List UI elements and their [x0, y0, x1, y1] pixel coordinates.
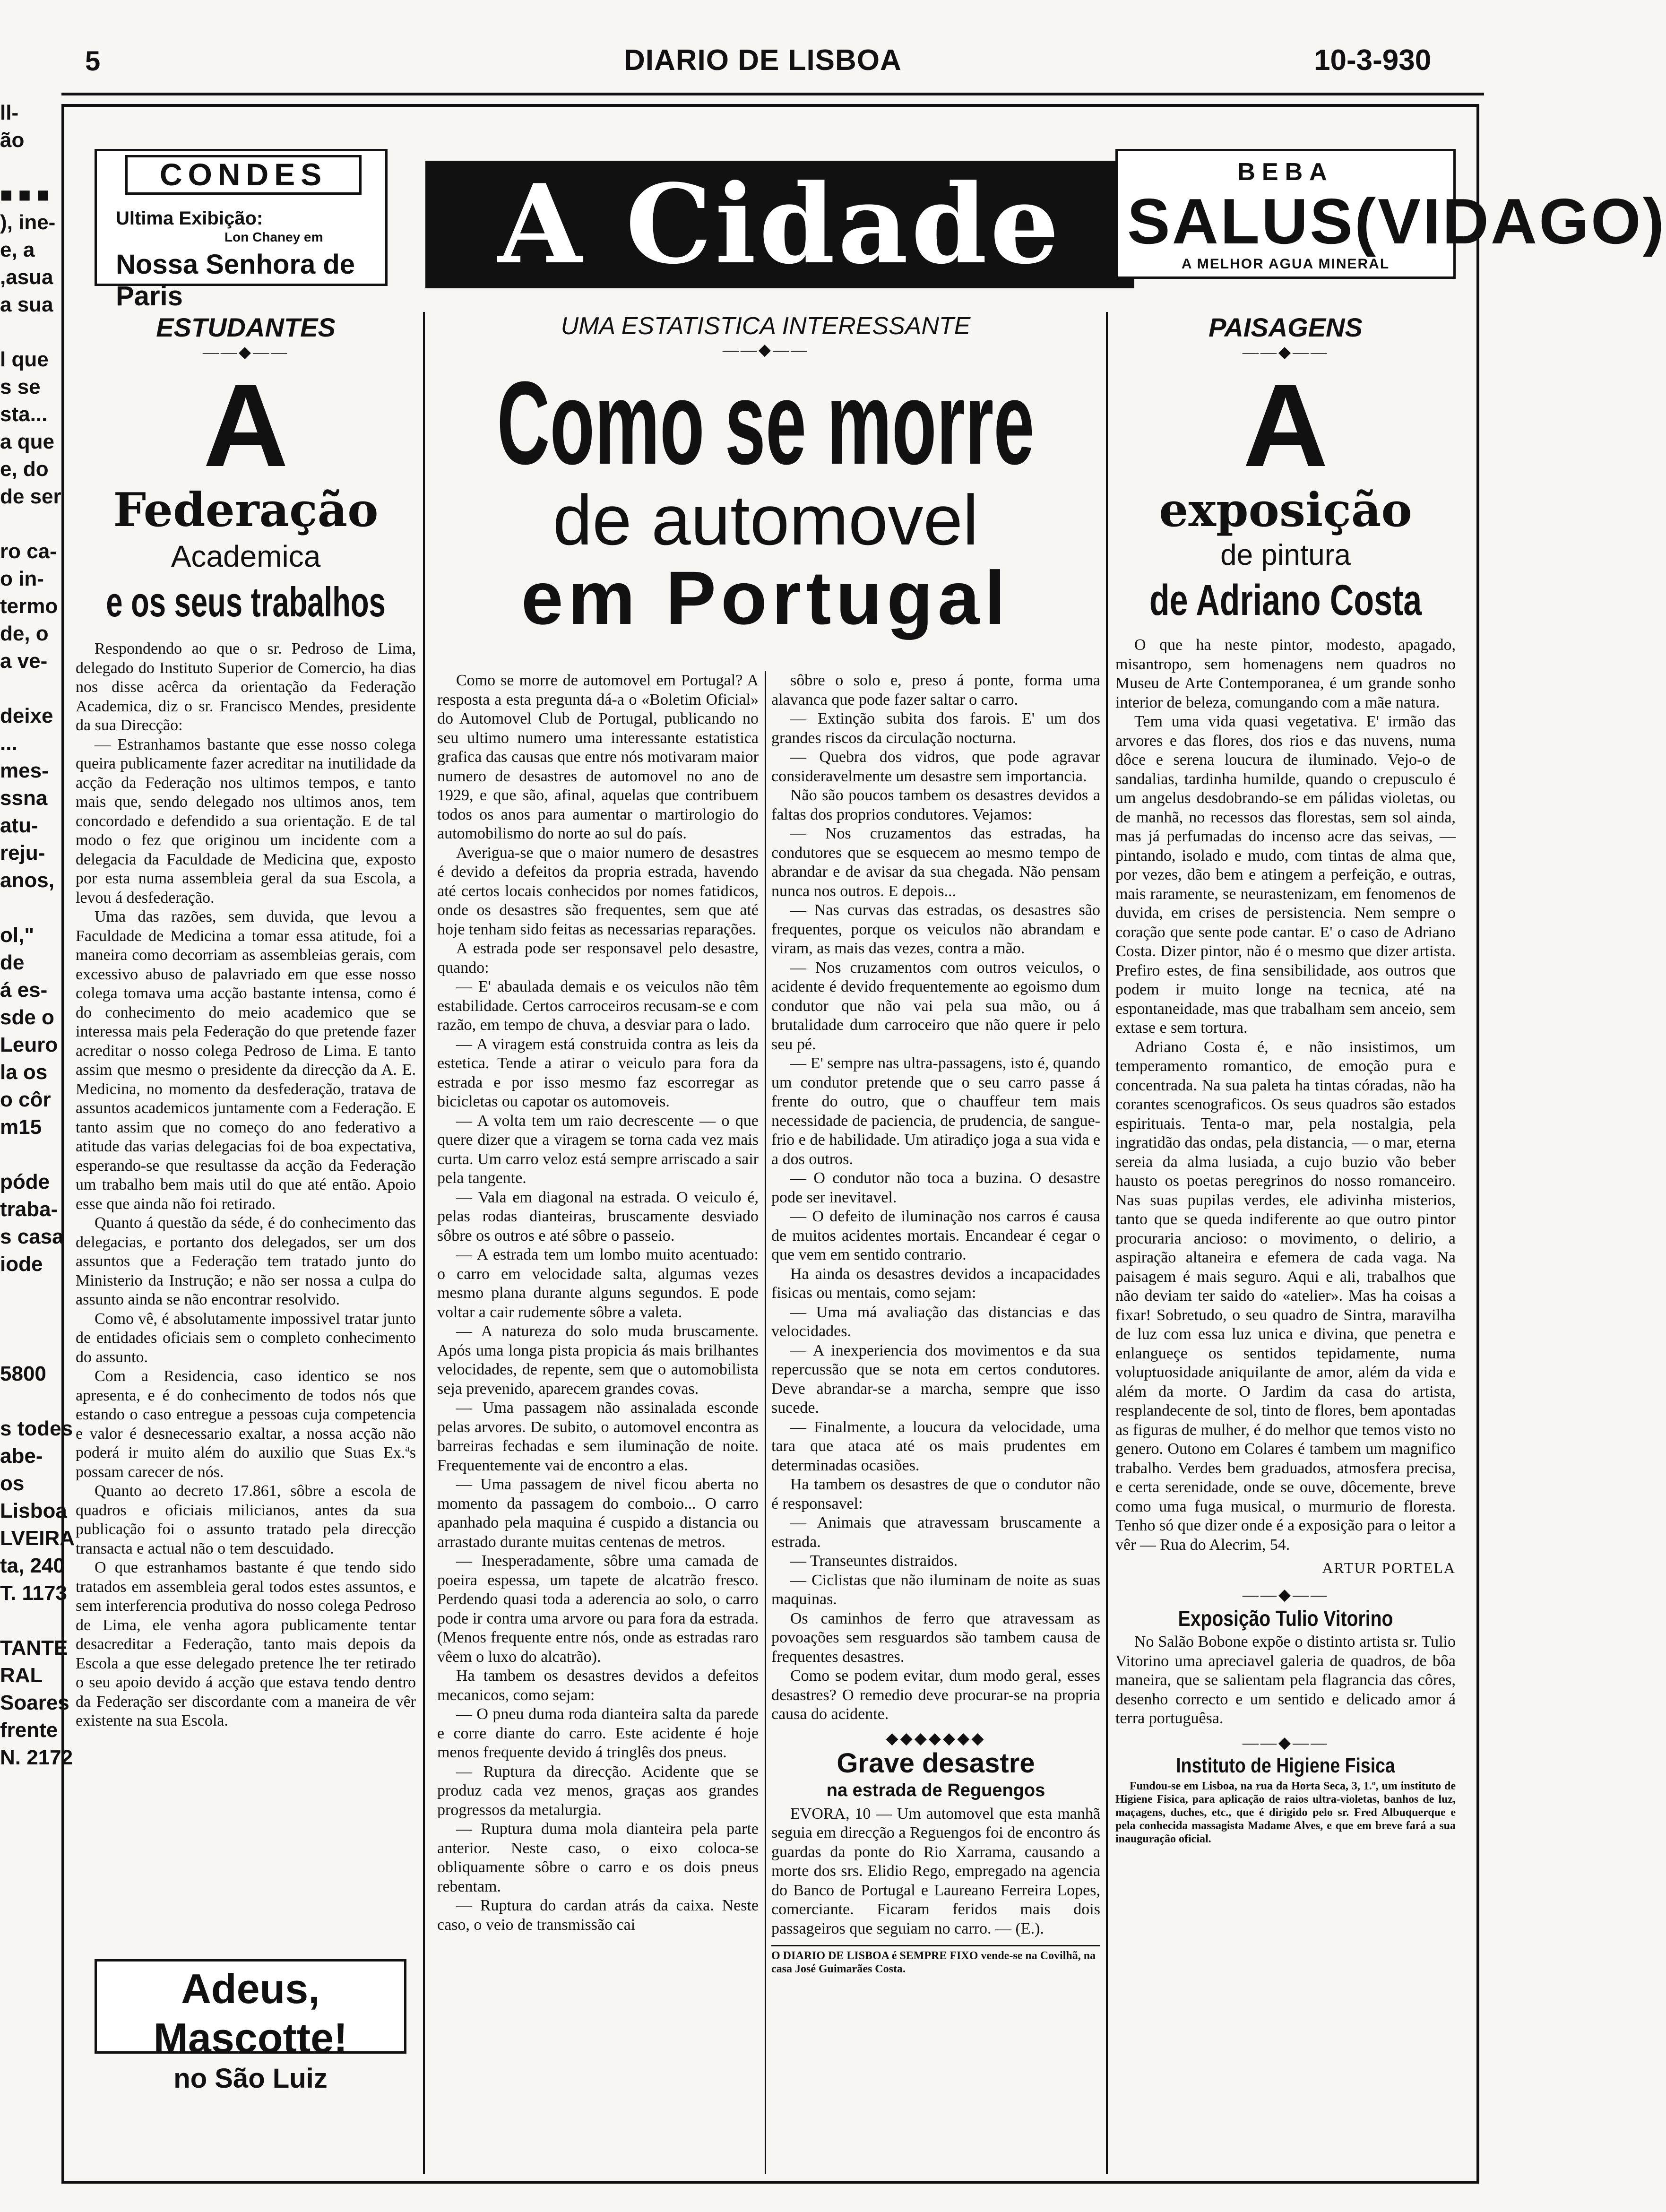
strip-fragment: m15 [0, 1115, 42, 1139]
strip-fragment: reju- [0, 841, 45, 864]
signature: ARTUR PORTELA [1322, 1559, 1456, 1576]
right-body [1115, 636, 1456, 1555]
salus-tagline: A MELHOR AGUA MINERAL [1181, 256, 1390, 272]
center-paragraph: — Nos cruzamentos com outros veiculos, o acidente é devido frequentemente ao egoismo dum condutor que não vai pela sua mão, ou á brutalidade dum carroceiro que não quere ir pelo seu pé. [771, 959, 1100, 1053]
strip-fragment: o côr [0, 1088, 51, 1111]
right-paragraph: Adriano Costa é, e não insistimos, um temperamento romantico, de emoção pura e concentrada. Na sua paleta ha tintas córadas, não ha corantes scenograficos. Os seus quadros são estados espirituais. Tenta-o mar, pela nostalgia, pela ingratidão das ondas, pela distancia, — o mar, eterna sereia da alma lusiada, a cujo buzio vão beber hausto os poetas peregrinos do nosso romanceiro. Nas suas pupilas verdes, ele adivinha misterios, tanto que se queda indiferente ao que outro pintor procuraria ancioso: o movimento, o delirio, a aspiração altaneira e efemera de cada vaga. Na paisagem é mais seguro. Aqui e ali, trabalhos que não deviam ter saido do «atelier». Mas ha coisas a fixar! Sobretudo, o seu quadro de Sintra, maravilha de luz com essa luz unica e divina, que penetra e enlangueçe os sentidos tepidamente, numa voluptuosidade aniquilante de amor, além da vida e além da morte. O Jardim da casa do artista, resplandecente de sol, tinto de flores, bem apontadas as figuras de mulher, é do melhor que temos visto no genero. Outono em Colares é tambem um magnifico trabalho. Verdes bem graduados, atmosfera precisa, e certa serenidade, onde se ouve, dôcemente, breve como uma fuga musical, o murmurio de floresta. Tenho só que dizer onde é a exposição para o leitor a vêr — Rua do Alecrim, 54. [1115, 1038, 1456, 1554]
ornament: ——◆—— [1242, 344, 1329, 361]
condes-film: Nossa Senhora de Paris [116, 249, 355, 311]
strip-fragment: póde [0, 1170, 50, 1193]
mascotte-ad [95, 1959, 406, 2094]
center-paragraph: sôbre o solo e, preso á ponte, forma uma alavanca que pode fazer saltar o carro. [771, 672, 1100, 709]
center-paragraph: — Transeuntes distraidos. [790, 1552, 958, 1570]
strip-fragment [0, 894, 57, 922]
center-headline-3: em Portugal [521, 555, 1010, 640]
strip-fragment: ), ine- [0, 211, 56, 234]
strip-fragment: ro ca- [0, 540, 57, 563]
strip-fragment: s todes [0, 1417, 73, 1440]
center-paragraph: — Ruptura do cardan atrás da caixa. Neste caso, o veio de transmissão cai [437, 1897, 759, 1934]
strip-fragment: 5800 [0, 1362, 46, 1385]
center-body-col2 [771, 671, 1100, 1724]
center-paragraph: — Nas curvas das estradas, os desastres são frequentes, porque os veiculos não abrandam e viram, as mais das vezes, contra a mão. [771, 901, 1100, 957]
strip-fragment: a sua [0, 293, 53, 316]
grave-subtitle: na estrada de Reguengos [826, 1780, 1045, 1800]
center-section-label: UMA ESTATISTICA INTERESSANTE [561, 312, 971, 340]
left-headline-1: Federação [113, 483, 379, 537]
condes-title: CONDES [125, 155, 362, 195]
ornament: ——◆—— [1242, 1734, 1329, 1752]
left-big-letter: A [203, 359, 289, 491]
center-paragraph: — Extinção subita dos farois. E' um dos grandes riscos da circulação nocturna. [771, 710, 1100, 747]
center-paragraph: Averigua-se que o maior numero de desastres é devido a defeitos da propria estrada, havendo até certos locais conhecidos por nomes fatidicos, onde os desastres são frequentes, sem que até hoje tenham sido feitas as necessarias reparações. [437, 844, 759, 938]
grave-note: O DIARIO DE LISBOA é SEMPRE FIXO vende-se na Covilhã, na casa José Guimarães Costa. [771, 1945, 1100, 1976]
salus-ad [1115, 149, 1666, 279]
grave-title: Grave desastre [837, 1747, 1035, 1779]
center-headline-2: de automovel [552, 480, 979, 560]
strip-fragment [0, 1607, 57, 1634]
column-rule [765, 671, 766, 2174]
strip-fragment [0, 1388, 57, 1415]
center-paragraph: — O pneu duma roda dianteira salta da parede e corre diante do carro. Este acidente é hoje menos frequente devido á tringlês dos pneus. [437, 1705, 759, 1761]
strip-fragment: atu- [0, 814, 38, 837]
strip-fragment: N. 2172 [0, 1746, 73, 1769]
strip-fragment: sde o [0, 1006, 54, 1029]
condes-line2: Lon Chaney em [224, 230, 323, 244]
center-paragraph: — A viragem está construida contra as leis da estetica. Tende a atirar o veiculo para fora da estrada e por isso mesmo faz escorregar as bicicletas ou capotar os automoveis. [437, 1035, 759, 1110]
page-number: 5 [85, 46, 101, 77]
higiene-title: Instituto de Higiene Fisica [1176, 1754, 1395, 1777]
left-section-label: ESTUDANTES [156, 312, 336, 342]
center-paragraph: Não são poucos tambem os desastres devidos a faltas dos proprios condutores. Vejamos: [771, 786, 1100, 823]
center-paragraph: — A volta tem um raio decrescente — o que quere dizer que a viragem se torna cada vez mais curta. Um carro veloz está sempre arriscado a sair pela tangente. [437, 1112, 759, 1187]
strip-fragment: os [0, 1472, 25, 1495]
left-paragraph: — Estranhamos bastante que esse nosso colega queira publicamente fazer acreditar na inutilidade da acção da Federação nos ultimos tempos, e tanto mais que, sendo delegado nos ultimos anos, tem concordado e defendido a sua orientação. E de tal modo o fez que originou um incidente com a delegacia da Faculdade de Medicina que, exposto por esta numa assembleia geral da sua Escola, a levou á desfederação. [76, 735, 416, 907]
strip-fragment: sta... [0, 403, 48, 426]
salus-line1: BEBA [1237, 158, 1334, 186]
strip-fragment: ll- [0, 101, 19, 124]
center-paragraph: Ha tambem os desastres de que o condutor não é responsavel: [771, 1476, 1100, 1512]
tulio-text: No Salão Bobone expõe o distinto artista sr. Tulio Vitorino uma apreciavel galeria de quadros, de bôa maneira, que se salientam pela flagrancia das côres, desenho correcto e um sentido e delicado amor á terra portuguêsa. [1115, 1633, 1456, 1727]
center-paragraph: Como se podem evitar, dum modo geral, esses desastres? O remedio deve procurar-se na propria causa do acidente. [771, 1667, 1100, 1723]
strip-fragment: o in- [0, 567, 44, 590]
strip-fragment: anos, [0, 869, 54, 892]
right-headline-3: de Adriano Costa [1149, 576, 1422, 624]
center-paragraph: — O condutor não toca a buzina. O desastre pode ser inevitavel. [771, 1169, 1100, 1206]
right-headline-1: exposição [1159, 483, 1412, 537]
right-section-label: PAISAGENS [1208, 312, 1363, 342]
center-paragraph: — Vala em diagonal na estrada. O veiculo é, pelas rodas dianteiras, bruscamente desviado sôbre os outros e até sôbre o passeio. [437, 1188, 759, 1244]
strip-fragment [0, 510, 57, 538]
center-paragraph: — E' abaulada demais e os veiculos não têm estabilidade. Certos carroceiros recusam-se e com razão, em tempo de chuva, a desviar para o lado. [437, 978, 759, 1034]
strip-fragment: la os [0, 1061, 48, 1084]
center-paragraph: — Ciclistas que não iluminam de noite as suas maquinas. [771, 1571, 1100, 1608]
strip-fragment: á es- [0, 978, 48, 1002]
header-rule [61, 93, 1484, 95]
issue-date: 10-3-930 [1314, 44, 1432, 77]
center-paragraph: — Quebra dos vidros, que pode agravar consideravelmente um desastre sem importancia. [771, 748, 1100, 785]
center-paragraph: — Animais que atravessam bruscamente a estrada. [771, 1514, 1100, 1551]
center-paragraph: — Uma passagem não assinalada esconde pelas arvores. De subito, o automovel encontra as barreiras fechadas e sem iluminação de noite. Frequentemente vai de encontro a elas. [437, 1399, 759, 1474]
strip-fragment: ■ ■ ■ [0, 183, 50, 207]
strip-fragment [0, 1278, 57, 1305]
strip-fragment: ão [0, 129, 25, 152]
strip-fragment: l que [0, 348, 49, 371]
strip-fragment: a que [0, 430, 54, 453]
column-rule [423, 312, 425, 2174]
strip-fragment: e, do [0, 458, 49, 481]
right-article [1115, 312, 1456, 1846]
grave-text: EVORA, 10 — Um automovel que esta manhã seguia em direcção a Reguengos foi de encontro ás guardas da ponte do Rio Xarrama, causando a morte dos srs. Elidio Rego, empregado na agencia do Banco de Portugal e Laureano Ferreira Lopes, comerciante. Ficaram feridos mais dois passageiros que seguiam no carro. — (E.). [771, 1805, 1100, 1937]
strip-fragment: ... [0, 732, 17, 755]
strip-fragment [0, 1141, 57, 1168]
strip-fragment [0, 1333, 57, 1360]
condes-line1: Ultima Exibição: [116, 208, 263, 229]
strip-fragment: s casa [0, 1225, 64, 1248]
strip-fragment: deixe [0, 704, 53, 727]
strip-fragment: ol," [0, 924, 35, 947]
ornament: ——◆—— [202, 344, 289, 361]
strip-fragment: TANTE [0, 1636, 68, 1659]
strip-fragment [0, 675, 57, 702]
strip-fragment: de, o [0, 622, 49, 645]
left-paragraph: Com a Residencia, caso identico se nos apresenta, e é do conhecimento de todos nós que estando o caso entregue a pessoas cuja competencia e valor é desnecessario exaltar, a nossa acção não poderá ir muito além do auxilio que Suas Ex.ªs possam carecer de nós. [76, 1367, 416, 1481]
center-paragraph: — Inesperadamente, sôbre uma camada de poeira espessa, um tapete de alcatrão fresco. Perdendo quasi toda a aderencia ao solo, o carro pode ir contra uma arvore ou para fora da estrada. (Menos frequente entre nós, onde as estradas raro vêem o luxo do alcatrão). [437, 1552, 759, 1666]
tulio-title: Exposição Tulio Vitorino [1178, 1606, 1393, 1631]
left-body [76, 639, 416, 1731]
strip-fragment [0, 319, 57, 346]
left-paragraph: Quanto ao decreto 17.861, sôbre a escola de quadros e oficiais milicianos, antes da sua publicação foi o assunto tratado pela direcção transacta e actual não o tem descuidado. [76, 1482, 416, 1557]
ornament: ——◆—— [722, 341, 809, 359]
center-paragraph: — A estrada tem um lombo muito acentuado: o carro em velocidade salta, algumas vezes mesmo plana durante alguns segundos. E pode voltar a cair rudemente sôbre a valeta. [437, 1246, 759, 1321]
left-paragraph: Respondendo ao que o sr. Pedroso de Lima, delegado do Instituto Superior de Comercio, ha dias nos disse acêrca da orientação da Federação Academica, diz o sr. Francisco Mendes, presidente da sua Direcção: [76, 640, 416, 734]
strip-fragment: s se [0, 375, 41, 398]
mascotte-venue: no São Luiz [173, 2063, 328, 2094]
section-title: A Cidade [425, 161, 1134, 288]
ornament: ——◆—— [1242, 1586, 1329, 1604]
strip-fragment: a ve- [0, 649, 48, 673]
left-headline-3: e os seus trabalhos [106, 579, 386, 625]
ornament: ◆◆◆◆◆◆◆ [886, 1729, 986, 1747]
strip-fragment: T. 1173 [0, 1581, 67, 1605]
strip-fragment: Lisboa [0, 1499, 67, 1522]
left-paragraph: Quanto á questão da séde, é do conhecimento das delegacias, e portanto dos delegados, ser um dos assuntos que a Federação tem tratado junto do Ministerio da Instrução; e não ser nossa a culpa do assunto ainda se não encontrar resolvido. [76, 1214, 416, 1308]
strip-fragment: e, a [0, 238, 35, 261]
left-headline-2: Academica [171, 539, 321, 573]
left-paragraph: O que estranhamos bastante é que tendo sido tratados em assembleia geral todos estes assuntos, e sem interferencia produtiva do nosso colega Pedroso de Lima, ele venha agora publicamente tentar desacreditar a Federação, tanto mais depois da Escola a que esse delegado pretence lhe ter retirado o seu apoio devido á acção que estava tendo dentro da Federação ser discordante com a maneira de vêr existente na sua Escola. [76, 1559, 416, 1729]
strip-fragment: Soares [0, 1691, 69, 1714]
center-article [435, 312, 1096, 638]
condes-ad [95, 149, 388, 311]
higiene-text: Fundou-se em Lisboa, na rua da Horta Seca, 3, 1.º, um instituto de Higiene Fisica, para aplicação de raios ultra-violetas, banhos de luz, maçagens, duches, etc., que é dirigido pelo sr. Fred Albuquerque e pela conhecida massagista Madame Alves, e que em breve fará a sua inauguração oficial. [1115, 1780, 1456, 1845]
center-paragraph: Ha tambem os desastres devidos a defeitos mecanicos, como sejam: [437, 1667, 759, 1704]
right-paragraph: O que ha neste pintor, modesto, apagado, misantropo, sem homenagens nem quadros no Museu de Arte Contemporanea, é um grande sonho interior de beleza, comungando com a mãe natura. [1115, 636, 1456, 711]
strip-fragment [0, 154, 57, 181]
center-headline-1: Como se morre [497, 357, 1035, 489]
center-paragraph: — E' sempre nas ultra-passagens, isto é, quando um condutor pretende que o seu carro passe á frente do outro, que o chauffeur tem mais necessidade de paciencia, de prudencia, de sangue-frio e de habilidade. Um atiradiço joga a sua vida e a dos outros. [771, 1054, 1100, 1168]
center-col2 [771, 671, 1100, 1976]
left-article [76, 312, 416, 1731]
center-paragraph: — Ruptura da direcção. Acidente que se produz cada vez menos, graças aos grandes progressos da metalurgia. [437, 1763, 759, 1819]
center-body-col1 [437, 671, 759, 1935]
center-paragraph: — A natureza do solo muda bruscamente. Após uma longa pista propicia ás mais brilhantes velocidades, de repente, sem que o automobilista seja prevenido, aparecem grandes covas. [437, 1322, 759, 1398]
center-paragraph: Ha ainda os desastres devidos a incapacidades fisicas ou mentais, como sejam: [771, 1265, 1100, 1302]
strip-fragment: iode [0, 1253, 43, 1276]
strip-fragment: ,asua [0, 266, 53, 289]
right-big-letter: A [1243, 359, 1329, 491]
center-paragraph: — Finalmente, a loucura da velocidade, uma tara que ataca até os mais prudentes em determinadas ocasiões. [771, 1418, 1100, 1474]
mascotte-title: Adeus, Mascotte! [153, 1965, 348, 2061]
center-paragraph: Os caminhos de ferro que atravessam as povoações sem resguardos são tambem causa de frequentes desastres. [771, 1609, 1100, 1666]
center-paragraph: Como se morre de automovel em Portugal? A resposta a esta pregunta dá-a o «Boletim Oficial» do Automovel Club de Portugal, publicando no seu ultimo numero uma interessante estatistica grafica das causas que entre nós motivaram maior numero de desastres de automovel no ano de 1929, e que são, afinal, aquelas que contribuem todos os anos para aumentar o martirologio do automobilismo do norte ao sul do país. [437, 672, 759, 842]
strip-fragment: de ser [0, 485, 61, 508]
strip-fragment: abe- [0, 1444, 43, 1468]
strip-fragment: traba- [0, 1198, 58, 1221]
right-paragraph: Tem uma vida quasi vegetativa. E' irmão das arvores e das flores, dos rios e das nuvens, numa dôce e serena loucura de iluminado. Vejo-o de sandalias, tardinha humilde, quando o crepusculo é um angelus desdobrando-se em pálidas violetas, ou de manhã, no recessos das florestas, sem sol ainda, mas já perfumadas do incenso acre das seivas, — pintando, isolado e mudo, com tintas de alma que, por vezes, dão bem e atingem a perfeição, e outras, mais raramente, se neurastenizam, em fenomenos de duvida, em crises de persistencia. Nem sempre o coração que sente pode cantar. E' o caso de Adriano Costa. Dizer pintor, não é o mesmo que dizer artista. Prefiro estes, de fina sensibilidade, aos outros que podem ir muito longe na tecnica, até na espontaneidade, mas que trabalham sem anceio, sem extase e sem tortura. [1115, 713, 1456, 1037]
center-paragraph: — A inexperiencia dos movimentos e da sua repercussão que se nota em certos condutores. Deve abrandar-se a marcha, sempre que isso sucede. [771, 1341, 1100, 1417]
strip-fragment: termo [0, 595, 58, 618]
strip-fragment: ssna [0, 786, 48, 810]
right-headline-2: de pintura [1220, 539, 1351, 571]
adjacent-page-strip [0, 99, 75, 2212]
center-paragraph: — O defeito de iluminação nos carros é causa de muitos acidentes mortais. Encandear é cegar o que vem em sentido contrario. [771, 1208, 1100, 1263]
center-paragraph: A estrada pode ser responsavel pelo desastre, quando: [437, 940, 759, 976]
salus-brand: SALUS(VIDAGO) [1127, 185, 1666, 257]
left-paragraph: Como vê, é absolutamente impossivel tratar junto de entidades oficiais sem o completo conhecimento do assunto. [76, 1310, 416, 1366]
strip-fragment: mes- [0, 759, 49, 782]
left-paragraph: Uma das razões, sem duvida, que levou a Faculdade de Medicina a tomar essa atitude, foi a maneira como decorriam as assembleias gerais, com excessivo abuso de palavriado em que esse nosso colega tomava uma acção bastante intensa, como é do conhecimento do meio academico que se interessa mais pela Federação do que pretende fazer acreditar o nosso colega Pedroso de Lima. E tanto assim que mesmo o presidente da direcção da A. E. Medicina, no momento da desfederação, tratava de assuntos academicos juntamente com a Federação. E tanto assim que no começo do ano federativo a atitude das varias delegacias foi de boa expectativa, esperando-se que resultasse da acção da Federação um trabalho bem mais util do que até então. Apoio esse que ainda não foi retirado. [76, 908, 416, 1213]
center-paragraph: — Nos cruzamentos das estradas, ha condutores que se esquecem ao mesmo tempo de abrandar e de avisar da sua chegada. Não pensam nunca nos outros. E depois... [771, 825, 1100, 900]
center-paragraph: — Uma passagem de nivel ficou aberta no momento da passagem do comboio... O carro apanhado pela maquina é cuspido a distancia ou arrastado durante muitas centenas de metros. [437, 1476, 759, 1551]
center-paragraph: — Ruptura duma mola dianteira pela parte anterior. Neste caso, o eixo coloca-se obliquamente sôbre o carro e os dois pneus rebentam. [437, 1820, 759, 1895]
strip-fragment [0, 1305, 57, 1333]
strip-fragment: RAL [0, 1664, 43, 1687]
strip-fragment: frente [0, 1719, 58, 1742]
center-paragraph: — Uma má avaliação das distancias e das velocidades. [771, 1303, 1100, 1340]
newspaper-masthead: DIARIO DE LISBOA [624, 44, 902, 77]
strip-fragment: ta, 240 [0, 1554, 65, 1577]
strip-fragment: LVEIRA [0, 1527, 75, 1550]
strip-fragment: Leuro [0, 1033, 58, 1056]
strip-fragment: de [0, 951, 25, 974]
